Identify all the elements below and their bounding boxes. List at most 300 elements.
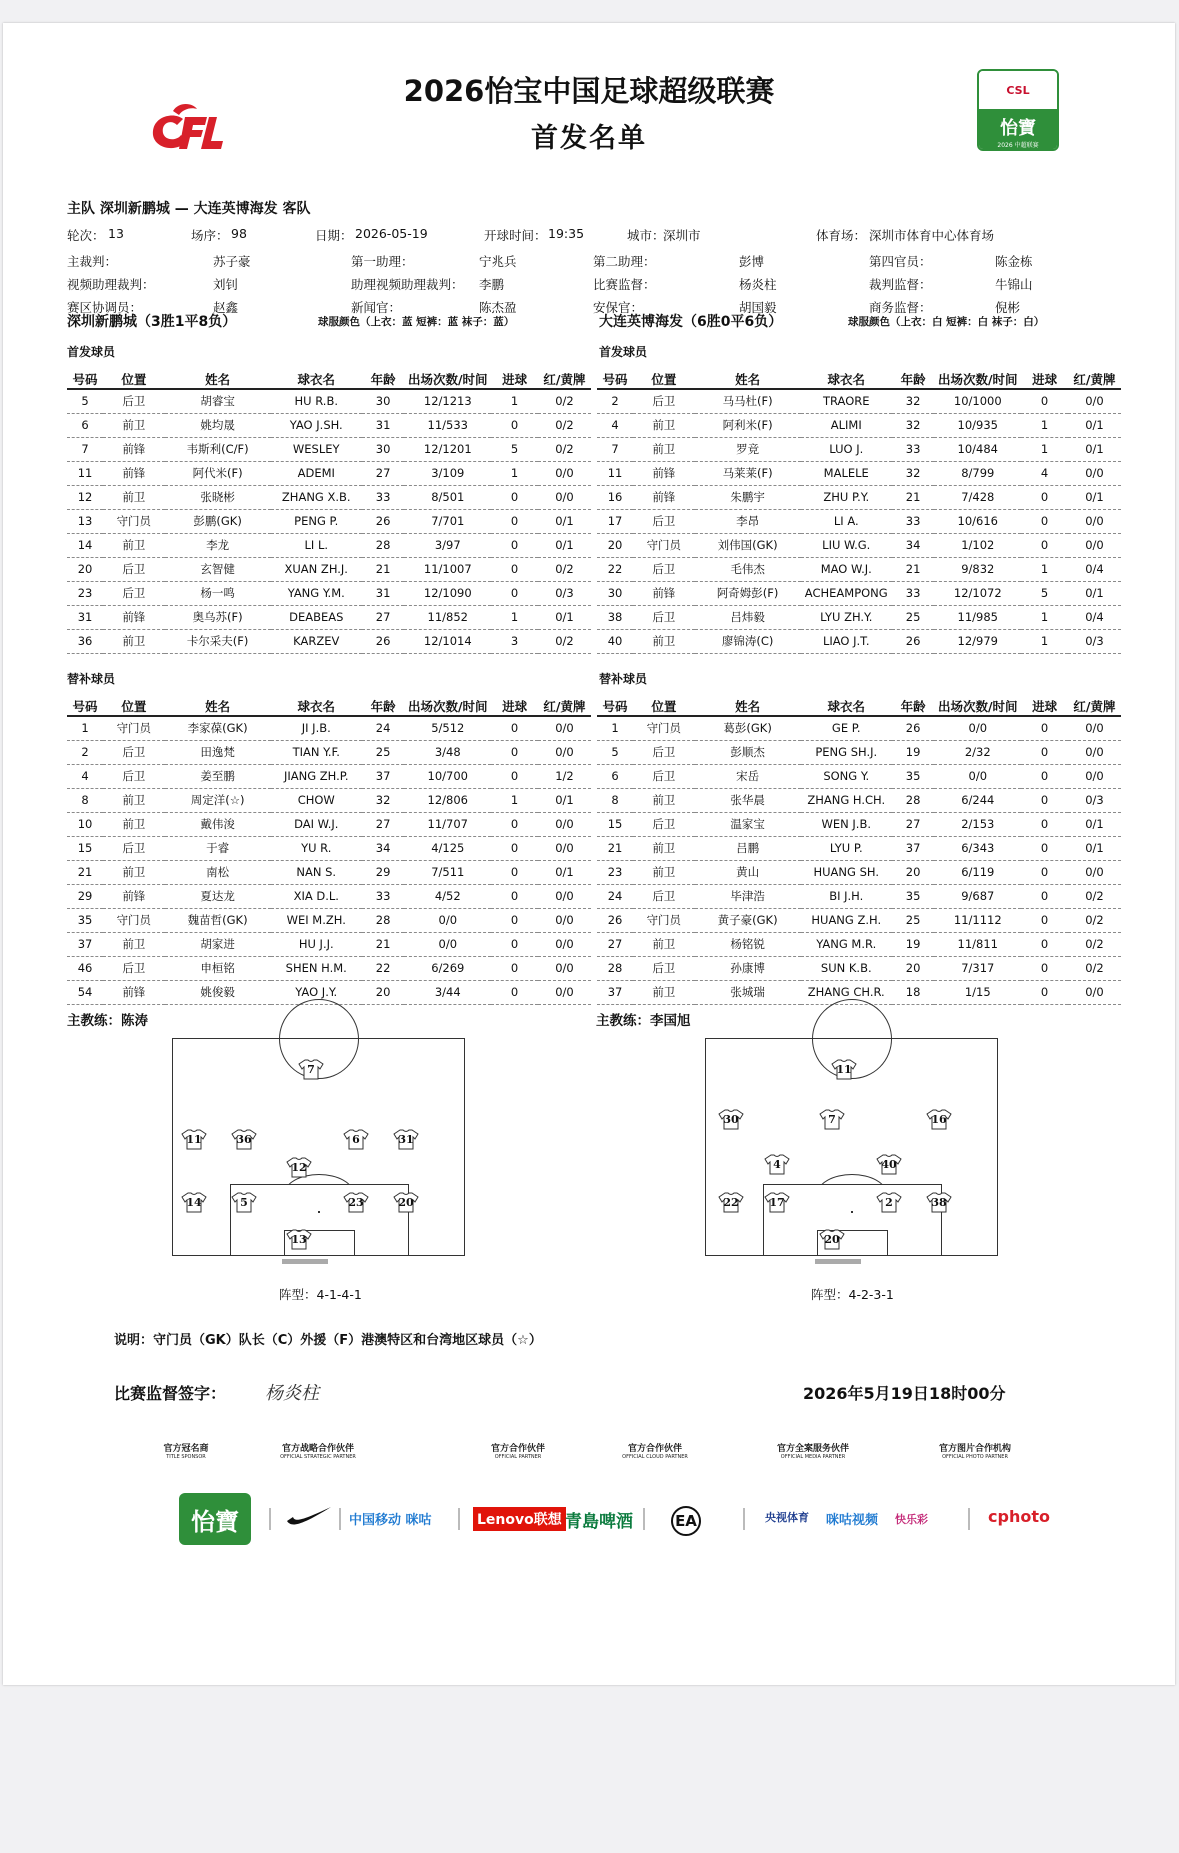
table-cell: 李龙	[165, 533, 271, 557]
table-cell: 魏苗哲(GK)	[165, 908, 271, 932]
match-info-label: 体育场：	[816, 228, 867, 243]
table-cell: 10/700	[404, 764, 491, 788]
column-header: 红/黄牌	[538, 369, 591, 389]
table-cell: 4	[67, 764, 103, 788]
table-cell: 11/533	[404, 413, 491, 437]
table-cell: 7	[597, 437, 633, 461]
table-cell: 守门员	[633, 716, 695, 740]
table-cell: LI L.	[271, 533, 362, 557]
table-cell: 0/0	[538, 716, 591, 740]
table-cell: 后卫	[103, 836, 165, 860]
table-cell: 0/0	[538, 485, 591, 509]
shirt-number: 20	[398, 1196, 414, 1209]
column-header: 号码	[67, 696, 103, 716]
table-cell: 11/852	[404, 605, 491, 629]
table-cell: HUANG SH.	[801, 860, 892, 884]
table-cell: 0/2	[1068, 932, 1121, 956]
table-cell: 0/1	[1068, 413, 1121, 437]
home-kit: 球服颜色（上衣：蓝 短裤：蓝 袜子：蓝）	[318, 316, 515, 328]
table-cell: 0/1	[1068, 581, 1121, 605]
partner-tag-cn: 官方冠名商	[163, 1444, 209, 1454]
table-cell: 后卫	[633, 740, 695, 764]
partner-tag-cn: 官方图片合作机构	[938, 1444, 1011, 1454]
match-info-label: 开球时间：	[484, 228, 547, 243]
table-cell: XUAN ZH.J.	[271, 557, 362, 581]
table-cell: 32	[892, 461, 934, 485]
player-shirt-icon	[926, 1109, 952, 1130]
table-cell: 阿奇姆彭(F)	[695, 581, 801, 605]
official-role: 主裁判：	[67, 254, 118, 269]
table-cell: 守门员	[633, 533, 695, 557]
away-coach-name: 李国旭	[650, 1013, 691, 1029]
table-cell: 26	[362, 629, 404, 653]
table-cell: 前卫	[633, 860, 695, 884]
table-cell: 周定洋(☆)	[165, 788, 271, 812]
match-info-value: 98	[231, 226, 247, 241]
away-coach-label: 主教练：	[596, 1013, 650, 1029]
table-cell: 0	[491, 764, 538, 788]
happy-lottery-logo: 快乐彩	[895, 1513, 928, 1526]
table-cell: 0/0	[1068, 980, 1121, 1004]
official-role: 裁判监督：	[869, 277, 932, 292]
table-row	[67, 956, 591, 980]
table-cell: GE P.	[801, 716, 892, 740]
table-cell: 杨铭锐	[695, 932, 801, 956]
player-shirt-icon	[831, 1059, 857, 1080]
table-cell: JIANG ZH.P.	[271, 764, 362, 788]
table-cell: 1	[491, 605, 538, 629]
shirt-number: 22	[723, 1196, 739, 1209]
table-cell: 8/501	[404, 485, 491, 509]
table-cell: 阿代米(F)	[165, 461, 271, 485]
table-cell: 20	[362, 980, 404, 1004]
table-cell: NAN S.	[271, 860, 362, 884]
table-cell: 0/0	[934, 764, 1021, 788]
column-header: 年龄	[362, 369, 404, 389]
table-cell: 11/1007	[404, 557, 491, 581]
table-cell: 0/2	[538, 437, 591, 461]
table-cell: LYU ZH.Y.	[801, 605, 892, 629]
table-cell: LUO J.	[801, 437, 892, 461]
table-row	[67, 812, 591, 836]
table-cell: WEN J.B.	[801, 812, 892, 836]
table-cell: 0	[1021, 932, 1068, 956]
ea-logo: EA	[671, 1506, 701, 1536]
table-cell: 前卫	[633, 788, 695, 812]
table-cell: 3/97	[404, 533, 491, 557]
table-cell: 15	[597, 812, 633, 836]
table-cell: 6	[67, 413, 103, 437]
table-cell: 7/701	[404, 509, 491, 533]
column-header: 位置	[103, 369, 165, 389]
table-cell: 0/1	[538, 605, 591, 629]
table-cell: PENG P.	[271, 509, 362, 533]
column-header: 红/黄牌	[538, 696, 591, 716]
table-cell: YAO J.Y.	[271, 980, 362, 1004]
table-cell: 0	[1021, 836, 1068, 860]
column-header: 姓名	[165, 369, 271, 389]
table-cell: 24	[362, 716, 404, 740]
table-cell: 前卫	[633, 932, 695, 956]
table-cell: 21	[362, 557, 404, 581]
table-cell: 31	[362, 581, 404, 605]
table-cell: 35	[892, 764, 934, 788]
table-cell: 38	[597, 605, 633, 629]
match-info-value: 深圳市体育中心体育场	[869, 228, 995, 243]
player-shirt-icon	[876, 1154, 902, 1175]
table-cell: 孙康博	[695, 956, 801, 980]
table-cell: 9/687	[934, 884, 1021, 908]
table-cell: 0	[491, 485, 538, 509]
table-cell: 22	[597, 557, 633, 581]
table-cell: 11	[597, 461, 633, 485]
lenovo-logo: Lenovo联想	[473, 1507, 566, 1531]
away-formation-pitch	[705, 1038, 998, 1256]
column-header: 姓名	[165, 696, 271, 716]
table-cell: 申桓铭	[165, 956, 271, 980]
shirt-number: 11	[186, 1133, 202, 1146]
table-cell: 5	[491, 437, 538, 461]
table-cell: 1	[491, 389, 538, 413]
table-row	[597, 740, 1121, 764]
table-cell: HUANG Z.H.	[801, 908, 892, 932]
column-header: 位置	[103, 696, 165, 716]
table-cell: 0/0	[1068, 740, 1121, 764]
table-cell: 黄山	[695, 860, 801, 884]
away-subs-table	[597, 696, 1121, 1005]
table-cell: 5	[597, 740, 633, 764]
table-cell: 4	[597, 413, 633, 437]
table-cell: 前卫	[103, 860, 165, 884]
table-cell: 0/1	[538, 533, 591, 557]
table-cell: 前卫	[633, 980, 695, 1004]
partner-tag	[273, 1441, 363, 1460]
shirt-number: 6	[352, 1133, 360, 1146]
table-row	[67, 908, 591, 932]
table-cell: 17	[597, 509, 633, 533]
table-cell: 0/1	[1068, 485, 1121, 509]
table-row	[67, 764, 591, 788]
table-row	[597, 533, 1121, 557]
official-name: 赵鑫	[213, 300, 239, 315]
match-info-value: 19:35	[548, 226, 585, 241]
table-cell: 24	[597, 884, 633, 908]
table-cell: 5/512	[404, 716, 491, 740]
table-cell: BI J.H.	[801, 884, 892, 908]
player-shirt-icon	[393, 1192, 419, 1213]
table-cell: 南松	[165, 860, 271, 884]
table-cell: 前卫	[103, 788, 165, 812]
table-cell: 毛伟杰	[695, 557, 801, 581]
table-cell: 20	[892, 860, 934, 884]
table-cell: 0	[491, 860, 538, 884]
official-name: 宁兆兵	[479, 254, 517, 269]
official-name: 胡国毅	[739, 300, 777, 315]
official-name: 刘钊	[213, 277, 239, 292]
table-cell: 4/125	[404, 836, 491, 860]
table-row	[597, 812, 1121, 836]
tsingtao-logo: 青島啤酒	[565, 1512, 633, 1532]
table-cell: 0/1	[538, 860, 591, 884]
table-cell: 朱鹏宇	[695, 485, 801, 509]
migu-video-logo: 咪咕视频	[826, 1513, 879, 1528]
table-cell: 12/979	[934, 629, 1021, 653]
csl-logo-main: 怡寶	[1000, 117, 1036, 139]
partner-tag-cn: 官方全案服务伙伴	[776, 1444, 849, 1454]
shirt-number: 38	[931, 1196, 947, 1209]
table-row	[597, 716, 1121, 740]
table-cell: 29	[67, 884, 103, 908]
table-cell: 0	[491, 557, 538, 581]
home-starters-heading: 首发球员	[67, 345, 116, 359]
table-cell: 0	[1021, 764, 1068, 788]
table-cell: 马莱莱(F)	[695, 461, 801, 485]
player-shirt-icon	[764, 1154, 790, 1175]
table-cell: 54	[67, 980, 103, 1004]
table-cell: 后卫	[103, 956, 165, 980]
table-cell: 后卫	[103, 581, 165, 605]
table-cell: 8	[67, 788, 103, 812]
table-cell: 28	[597, 956, 633, 980]
official-name: 苏子豪	[213, 254, 251, 269]
home-coach-name: 陈涛	[121, 1013, 148, 1029]
table-cell: 胡家进	[165, 932, 271, 956]
table-cell: 张华晨	[695, 788, 801, 812]
table-cell: 20	[892, 956, 934, 980]
table-row	[597, 908, 1121, 932]
table-cell: 7/511	[404, 860, 491, 884]
column-header: 进球	[491, 696, 538, 716]
column-header: 年龄	[362, 696, 404, 716]
table-cell: 胡睿宝	[165, 389, 271, 413]
player-shirt-icon	[718, 1109, 744, 1130]
table-row	[597, 389, 1121, 413]
table-cell: 0/0	[538, 836, 591, 860]
table-cell: 0/3	[1068, 788, 1121, 812]
table-cell: ZHU P.Y.	[801, 485, 892, 509]
shirt-number: 4	[773, 1158, 781, 1171]
table-cell: KARZEV	[271, 629, 362, 653]
table-cell: 0/1	[538, 788, 591, 812]
shirt-number: 16	[931, 1113, 947, 1126]
table-cell: 26	[597, 908, 633, 932]
table-cell: 18	[892, 980, 934, 1004]
table-cell: 7/428	[934, 485, 1021, 509]
table-cell: ZHANG X.B.	[271, 485, 362, 509]
table-cell: 0	[491, 836, 538, 860]
shirt-number: 40	[881, 1158, 897, 1171]
shirt-number: 12	[291, 1161, 307, 1174]
partner-tag-cn: 官方合作伙伴	[490, 1444, 545, 1454]
partner-tag	[141, 1441, 231, 1460]
table-cell: 前锋	[633, 461, 695, 485]
shirt-number: 17	[769, 1196, 785, 1209]
table-cell: 12/1090	[404, 581, 491, 605]
table-cell: 0/1	[1068, 836, 1121, 860]
table-cell: 前卫	[633, 437, 695, 461]
table-row	[67, 716, 591, 740]
table-cell: 罗竞	[695, 437, 801, 461]
table-cell: 杨一鸣	[165, 581, 271, 605]
table-row	[67, 932, 591, 956]
table-cell: YAO J.SH.	[271, 413, 362, 437]
table-row	[67, 605, 591, 629]
table-cell: 27	[362, 812, 404, 836]
official-role: 新闻官：	[351, 300, 402, 315]
away-team-name: 大连英博海发（6胜0平6负）	[599, 314, 783, 330]
table-cell: WEI M.ZH.	[271, 908, 362, 932]
table-cell: 前卫	[103, 533, 165, 557]
table-cell: 36	[67, 629, 103, 653]
table-cell: 5	[1021, 581, 1068, 605]
table-cell: 0	[491, 716, 538, 740]
goal-marker	[282, 1259, 328, 1264]
csl-logo-small: 2026 中超联赛	[997, 141, 1039, 149]
table-cell: 0	[1021, 908, 1068, 932]
table-cell: 20	[67, 557, 103, 581]
table-cell: 20	[597, 533, 633, 557]
table-cell: 后卫	[633, 956, 695, 980]
table-cell: 15	[67, 836, 103, 860]
table-cell: 46	[67, 956, 103, 980]
table-cell: 后卫	[103, 557, 165, 581]
table-row	[67, 485, 591, 509]
table-cell: 16	[597, 485, 633, 509]
table-cell: 27	[597, 932, 633, 956]
table-cell: 32	[362, 788, 404, 812]
table-cell: 21	[597, 836, 633, 860]
table-cell: 3	[491, 629, 538, 653]
table-cell: 0	[491, 980, 538, 1004]
table-cell: 0/0	[538, 956, 591, 980]
partner-tag	[768, 1441, 858, 1460]
player-shirt-icon	[286, 1229, 312, 1250]
table-cell: 前锋	[633, 485, 695, 509]
table-cell: 30	[597, 581, 633, 605]
table-cell: 卡尔采夫(F)	[165, 629, 271, 653]
column-header: 出场次数/时间	[934, 696, 1021, 716]
table-row	[597, 764, 1121, 788]
column-header: 位置	[633, 369, 695, 389]
table-row	[597, 788, 1121, 812]
table-cell: 0	[1021, 509, 1068, 533]
table-cell: 前卫	[103, 413, 165, 437]
table-cell: 后卫	[103, 389, 165, 413]
table-cell: 2/32	[934, 740, 1021, 764]
table-cell: 40	[597, 629, 633, 653]
table-row	[597, 413, 1121, 437]
table-cell: 12/1072	[934, 581, 1021, 605]
table-cell: 0/4	[1068, 557, 1121, 581]
table-cell: 3/109	[404, 461, 491, 485]
table-cell: 0/2	[538, 413, 591, 437]
column-header: 进球	[1021, 696, 1068, 716]
table-cell: 1	[597, 716, 633, 740]
table-cell: 0	[1021, 860, 1068, 884]
table-cell: SONG Y.	[801, 764, 892, 788]
table-cell: 刘伟国(GK)	[695, 533, 801, 557]
cctv-sports-logo: 央视体育	[765, 1511, 809, 1524]
table-cell: 玄智健	[165, 557, 271, 581]
table-cell: 0	[1021, 884, 1068, 908]
table-row	[67, 860, 591, 884]
table-cell: YANG Y.M.	[271, 581, 362, 605]
table-cell: 26	[892, 629, 934, 653]
home-starters-table	[67, 369, 591, 654]
table-cell: 1	[1021, 413, 1068, 437]
column-header: 姓名	[695, 369, 801, 389]
table-row	[67, 509, 591, 533]
table-cell: HU R.B.	[271, 389, 362, 413]
table-cell: 0/2	[538, 389, 591, 413]
table-cell: 0	[1021, 740, 1068, 764]
table-cell: 4	[1021, 461, 1068, 485]
official-role: 赛区协调员：	[67, 300, 143, 315]
table-cell: 李家葆(GK)	[165, 716, 271, 740]
table-cell: 11/707	[404, 812, 491, 836]
table-cell: 1	[1021, 557, 1068, 581]
table-cell: 前卫	[103, 485, 165, 509]
official-name: 牛锦山	[995, 277, 1033, 292]
table-cell: 1/102	[934, 533, 1021, 557]
column-header: 年龄	[892, 696, 934, 716]
table-row	[597, 509, 1121, 533]
home-coach	[67, 1009, 148, 1029]
home-formation-pitch	[172, 1038, 465, 1256]
table-row	[597, 461, 1121, 485]
table-cell: 33	[892, 509, 934, 533]
home-coach-label: 主教练：	[67, 1013, 121, 1029]
table-cell: 10/1000	[934, 389, 1021, 413]
column-header: 姓名	[695, 696, 801, 716]
shirt-number: 5	[240, 1196, 248, 1209]
table-cell: 前卫	[103, 932, 165, 956]
table-cell: YU R.	[271, 836, 362, 860]
away-starters-heading: 首发球员	[599, 345, 648, 359]
table-cell: 田逸梵	[165, 740, 271, 764]
table-row	[597, 932, 1121, 956]
table-row	[597, 437, 1121, 461]
player-shirt-icon	[181, 1192, 207, 1213]
table-cell: 后卫	[103, 764, 165, 788]
nike-swoosh-icon	[285, 1503, 333, 1529]
table-cell: 12	[67, 485, 103, 509]
table-cell: 21	[362, 932, 404, 956]
shirt-number: 30	[723, 1113, 739, 1126]
table-cell: 0	[1021, 812, 1068, 836]
table-cell: 0/2	[1068, 908, 1121, 932]
table-cell: 33	[362, 485, 404, 509]
table-row	[597, 557, 1121, 581]
table-cell: 30	[362, 389, 404, 413]
table-cell: 0/2	[538, 629, 591, 653]
player-shirt-icon	[343, 1192, 369, 1213]
shirt-number: 36	[236, 1133, 252, 1146]
table-cell: 前锋	[103, 605, 165, 629]
table-cell: 34	[362, 836, 404, 860]
table-cell: 26	[892, 716, 934, 740]
match-info-value: 2026-05-19	[355, 226, 428, 241]
table-cell: 7/317	[934, 956, 1021, 980]
table-row	[67, 461, 591, 485]
table-cell: 0/0	[538, 461, 591, 485]
table-cell: ACHEAMPONG	[801, 581, 892, 605]
table-cell: 3/44	[404, 980, 491, 1004]
table-cell: 1/2	[538, 764, 591, 788]
table-cell: 0/0	[404, 908, 491, 932]
table-cell: 前卫	[103, 812, 165, 836]
table-cell: TIAN Y.F.	[271, 740, 362, 764]
